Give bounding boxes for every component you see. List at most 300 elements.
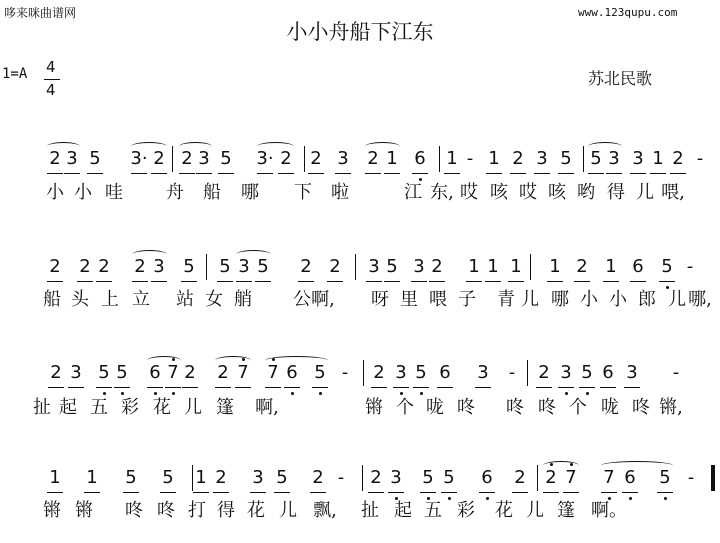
- lyric-char: 咳: [548, 182, 566, 203]
- note-underline: [670, 173, 686, 174]
- slur: [132, 250, 167, 259]
- note: 2: [538, 362, 550, 383]
- note: 5: [125, 467, 137, 488]
- note: 3·: [130, 148, 148, 169]
- lyric-char: 咳: [490, 182, 508, 203]
- note: 2: [672, 148, 684, 169]
- lyric-char: 花: [153, 397, 171, 418]
- lyric-char: 得: [217, 500, 235, 521]
- slur: [215, 356, 251, 365]
- note-underline: [257, 173, 273, 174]
- note-underline: [179, 173, 195, 174]
- lyric-char: 站: [176, 289, 194, 310]
- note-underline: [420, 492, 436, 493]
- note-underline: [181, 281, 197, 282]
- lyric-char: 哎: [519, 182, 537, 203]
- note: 3: [477, 362, 489, 383]
- note: 2: [373, 362, 385, 383]
- lyric-char: 儿: [279, 500, 297, 521]
- lyric-char: 啊,: [255, 397, 279, 418]
- note-underline: [132, 281, 148, 282]
- octave-dot-low: [664, 497, 667, 500]
- lyric-char: 篷: [557, 500, 575, 521]
- note: 7: [167, 362, 179, 383]
- note-underline: [312, 387, 328, 388]
- note: 3: [608, 148, 620, 169]
- lyric-char: 彩: [457, 500, 475, 521]
- octave-dot-low: [448, 497, 451, 500]
- note: 5: [183, 256, 195, 277]
- note: 6: [602, 362, 614, 383]
- note: 1: [446, 148, 458, 169]
- note-underline: [536, 387, 552, 388]
- note-underline: [466, 281, 482, 282]
- note-underline: [47, 173, 63, 174]
- lyric-char: 哪: [551, 289, 569, 310]
- slur: [257, 142, 294, 151]
- note: 5: [257, 256, 269, 277]
- note-underline: [213, 492, 229, 493]
- lyric-char: 头: [71, 289, 89, 310]
- note-underline: [193, 492, 209, 493]
- note: 2: [79, 256, 91, 277]
- note: 5: [314, 362, 326, 383]
- note: 2: [50, 362, 62, 383]
- note: 2: [300, 256, 312, 277]
- lyric-char: 锵,: [659, 397, 683, 418]
- note: 5: [276, 467, 288, 488]
- lyric-char: 儿: [526, 500, 544, 521]
- note: 1: [49, 467, 61, 488]
- note-underline: [579, 387, 595, 388]
- barline: [537, 465, 538, 491]
- note: 2: [215, 467, 227, 488]
- note: 6: [481, 467, 493, 488]
- lyric-char: 喂,: [661, 182, 685, 203]
- lyric-char: 飘,: [313, 500, 337, 521]
- note: 5: [661, 256, 673, 277]
- note-underline: [543, 492, 559, 493]
- lyric-char: 锵: [365, 397, 383, 418]
- note-underline: [485, 281, 501, 282]
- note: 7: [565, 467, 577, 488]
- slur: [601, 461, 673, 470]
- note-underline: [603, 281, 619, 282]
- lyric-char: 哪: [241, 182, 259, 203]
- lyric-char: 立: [132, 289, 150, 310]
- slur: [543, 461, 579, 470]
- slur: [179, 142, 212, 151]
- barline: [172, 146, 173, 172]
- note: 7: [603, 467, 615, 488]
- note: 7: [237, 362, 249, 383]
- note: 3: [368, 256, 380, 277]
- note-underline: [547, 281, 563, 282]
- note: 5: [659, 467, 671, 488]
- lyric-char: 打: [188, 500, 206, 521]
- note-underline: [486, 173, 502, 174]
- note: 5: [560, 148, 572, 169]
- note: 3: [153, 256, 165, 277]
- note: 1: [605, 256, 617, 277]
- site-watermark-left: 哆来咪曲谱网: [4, 6, 77, 20]
- note: 5: [219, 256, 231, 277]
- note-underline: [437, 387, 453, 388]
- note: 6: [624, 467, 636, 488]
- barline: [355, 254, 356, 280]
- note: 2: [153, 148, 165, 169]
- note: 1: [549, 256, 561, 277]
- note-underline: [96, 281, 112, 282]
- note-underline: [429, 281, 445, 282]
- note: 2: [310, 148, 322, 169]
- note: 2: [367, 148, 379, 169]
- note: 3: [198, 148, 210, 169]
- note-underline: [508, 281, 524, 282]
- note-underline: [284, 387, 300, 388]
- note-underline: [366, 281, 382, 282]
- note-underline: [630, 281, 646, 282]
- slur: [588, 142, 622, 151]
- note-underline: [512, 492, 528, 493]
- song-title: 小小舟船下江东: [286, 20, 434, 44]
- note-underline: [47, 492, 63, 493]
- note-underline: [600, 387, 616, 388]
- note-underline: [335, 173, 351, 174]
- note-underline: [475, 387, 491, 388]
- note: -: [687, 467, 695, 488]
- lyric-char: 舟: [166, 182, 184, 203]
- note: 2: [329, 256, 341, 277]
- key-signature: 1=A: [2, 66, 28, 82]
- note-underline: [265, 387, 281, 388]
- octave-dot-low: [172, 392, 175, 395]
- note: 2: [98, 256, 110, 277]
- note: 3: [560, 362, 572, 383]
- note: 3: [70, 362, 82, 383]
- note-underline: [250, 492, 266, 493]
- lyric-char: 啊。: [591, 500, 627, 521]
- lyric-char: 得: [607, 182, 625, 203]
- note-underline: [601, 492, 617, 493]
- note-underline: [368, 492, 384, 493]
- note: 2: [370, 467, 382, 488]
- lyric-char: 下: [294, 182, 312, 203]
- lyric-char: 上: [101, 289, 119, 310]
- note-underline: [588, 173, 604, 174]
- lyric-char: 艄: [234, 289, 252, 310]
- note-underline: [147, 387, 163, 388]
- note-underline: [563, 492, 579, 493]
- note: 2: [514, 467, 526, 488]
- lyric-char: 个: [396, 397, 414, 418]
- note-underline: [217, 281, 233, 282]
- final-barline: [711, 465, 715, 491]
- lyric-char: 小: [609, 289, 627, 310]
- note: 5: [443, 467, 455, 488]
- note-underline: [574, 281, 590, 282]
- lyric-char: 咙: [601, 397, 619, 418]
- note-underline: [384, 281, 400, 282]
- note: 5: [220, 148, 232, 169]
- note-underline: [479, 492, 495, 493]
- lyric-char: 彩: [121, 397, 139, 418]
- note: 2: [134, 256, 146, 277]
- note: 6: [632, 256, 644, 277]
- lyric-char: 五: [424, 500, 442, 521]
- lyric-char: 子: [458, 289, 476, 310]
- lyric-char: 啊,: [311, 289, 335, 310]
- note: 5: [415, 362, 427, 383]
- note-underline: [630, 173, 646, 174]
- note: -: [466, 148, 474, 169]
- note-underline: [84, 492, 100, 493]
- note: 3: [632, 148, 644, 169]
- note-underline: [412, 173, 428, 174]
- note: 1: [468, 256, 480, 277]
- lyric-char: 哪,: [688, 289, 712, 310]
- note-underline: [235, 387, 251, 388]
- lyric-char: 锵: [43, 500, 61, 521]
- note: 1: [195, 467, 207, 488]
- lyric-char: 儿: [636, 182, 654, 203]
- note: 2: [312, 467, 324, 488]
- note: -: [696, 148, 704, 169]
- note: 3: [395, 362, 407, 383]
- note-underline: [659, 281, 675, 282]
- lyric-char: 扯: [33, 397, 51, 418]
- lyric-char: 咚: [125, 500, 143, 521]
- barline: [527, 360, 528, 386]
- note-underline: [298, 281, 314, 282]
- lyric-char: 咚: [506, 397, 524, 418]
- note: 1: [487, 256, 499, 277]
- note: 5: [162, 467, 174, 488]
- lyric-char: 小: [580, 289, 598, 310]
- barline: [363, 360, 364, 386]
- note: 5: [386, 256, 398, 277]
- lyric-char: 哟: [577, 182, 595, 203]
- barline: [439, 146, 440, 172]
- note: 2: [217, 362, 229, 383]
- lyric-char: 个: [569, 397, 587, 418]
- note-underline: [278, 173, 294, 174]
- lyric-char: 哇: [105, 182, 123, 203]
- slur: [365, 142, 400, 151]
- note: 6: [286, 362, 298, 383]
- note: 3: [390, 467, 402, 488]
- note-underline: [413, 387, 429, 388]
- note: -: [686, 256, 694, 277]
- note-underline: [624, 387, 640, 388]
- barline: [583, 146, 584, 172]
- note: -: [337, 467, 345, 488]
- note: 5: [581, 362, 593, 383]
- lyric-char: 小: [46, 182, 64, 203]
- note: 5: [116, 362, 128, 383]
- note-underline: [308, 173, 324, 174]
- note-underline: [441, 492, 457, 493]
- barline: [304, 146, 305, 172]
- note-underline: [365, 173, 381, 174]
- lyric-char: 咙: [426, 397, 444, 418]
- note-underline: [558, 173, 574, 174]
- lyric-char: 东,: [430, 182, 454, 203]
- note-underline: [64, 173, 80, 174]
- note: 2: [49, 148, 61, 169]
- note-underline: [47, 281, 63, 282]
- time-signature-top: 4: [46, 58, 56, 76]
- octave-dot-low: [291, 392, 294, 395]
- lyric-char: 江: [404, 182, 422, 203]
- note-underline: [236, 281, 252, 282]
- note-underline: [444, 173, 460, 174]
- lyric-char: 船: [43, 289, 61, 310]
- lyric-char: 咚: [157, 500, 175, 521]
- note: 1: [510, 256, 522, 277]
- note: 3: [413, 256, 425, 277]
- slur: [47, 142, 80, 151]
- site-watermark-right: www.123qupu.com: [578, 6, 678, 19]
- lyric-char: 儿: [184, 397, 202, 418]
- lyric-char: 儿: [521, 289, 539, 310]
- note: 1: [386, 148, 398, 169]
- note: 6: [414, 148, 426, 169]
- note-underline: [384, 173, 400, 174]
- octave-dot-low: [420, 392, 423, 395]
- lyric-char: 五: [90, 397, 108, 418]
- lyric-char: 咚: [538, 397, 556, 418]
- lyric-char: 公: [293, 289, 311, 310]
- note: 6: [439, 362, 451, 383]
- note: 2: [545, 467, 557, 488]
- lyric-char: 扯: [361, 500, 379, 521]
- time-signature-bottom: 4: [46, 81, 56, 99]
- lyric-char: 青: [497, 289, 515, 310]
- note-underline: [165, 387, 181, 388]
- note-underline: [510, 173, 526, 174]
- note: 3: [536, 148, 548, 169]
- note-underline: [218, 173, 234, 174]
- note-underline: [151, 173, 167, 174]
- note: 3: [238, 256, 250, 277]
- barline: [192, 465, 193, 491]
- note: 5: [89, 148, 101, 169]
- note-underline: [151, 281, 167, 282]
- slur: [265, 356, 328, 365]
- note: -: [508, 362, 516, 383]
- octave-dot-low: [565, 392, 568, 395]
- note-underline: [160, 492, 176, 493]
- note: -: [341, 362, 349, 383]
- lyric-char: 起: [59, 397, 77, 418]
- note: 3: [337, 148, 349, 169]
- note: 5: [590, 148, 602, 169]
- note-underline: [182, 387, 198, 388]
- slur: [147, 356, 181, 365]
- note-underline: [558, 387, 574, 388]
- note-underline: [650, 173, 666, 174]
- barline: [530, 254, 531, 280]
- octave-dot-low: [319, 392, 322, 395]
- lyric-char: 啦: [331, 182, 349, 203]
- barline: [362, 465, 363, 491]
- note-underline: [310, 492, 326, 493]
- octave-dot-low: [629, 497, 632, 500]
- note-underline: [96, 387, 112, 388]
- note-underline: [131, 173, 147, 174]
- lyric-char: 咚: [457, 397, 475, 418]
- note: 3: [252, 467, 264, 488]
- note-underline: [123, 492, 139, 493]
- note: 2: [280, 148, 292, 169]
- note-underline: [657, 492, 673, 493]
- note: 5: [98, 362, 110, 383]
- barline: [206, 254, 207, 280]
- lyric-char: 女: [205, 289, 223, 310]
- note-underline: [48, 387, 64, 388]
- lyric-char: 花: [495, 500, 513, 521]
- note: 2: [181, 148, 193, 169]
- lyric-char: 里: [400, 289, 418, 310]
- lyric-char: 咚: [632, 397, 650, 418]
- note: 3: [66, 148, 78, 169]
- note: 1: [86, 467, 98, 488]
- slur: [131, 142, 167, 151]
- note: 3·: [256, 148, 274, 169]
- slur: [236, 250, 271, 259]
- lyric-char: 儿: [668, 289, 686, 310]
- note: -: [672, 362, 680, 383]
- note-underline: [274, 492, 290, 493]
- lyric-char: 起: [394, 500, 412, 521]
- lyric-char: 郎: [638, 289, 656, 310]
- note-underline: [114, 387, 130, 388]
- lyric-char: 锵: [75, 500, 93, 521]
- lyric-char: 哎: [460, 182, 478, 203]
- note-underline: [68, 387, 84, 388]
- note-underline: [327, 281, 343, 282]
- note: 5: [422, 467, 434, 488]
- note-underline: [606, 173, 622, 174]
- note-underline: [411, 281, 427, 282]
- lyric-char: 篷: [216, 397, 234, 418]
- note-underline: [255, 281, 271, 282]
- note: 2: [512, 148, 524, 169]
- lyric-char: 呀: [371, 289, 389, 310]
- note: 1: [488, 148, 500, 169]
- lyric-char: 船: [203, 182, 221, 203]
- lyric-char: 喂: [429, 289, 447, 310]
- note: 3: [626, 362, 638, 383]
- note-underline: [388, 492, 404, 493]
- note-underline: [622, 492, 638, 493]
- note: 7: [267, 362, 279, 383]
- note-underline: [534, 173, 550, 174]
- note: 2: [184, 362, 196, 383]
- song-origin: 苏北民歌: [588, 69, 653, 88]
- note: 2: [576, 256, 588, 277]
- note: 2: [49, 256, 61, 277]
- note-underline: [196, 173, 212, 174]
- note: 1: [652, 148, 664, 169]
- lyric-char: 花: [247, 500, 265, 521]
- note-underline: [215, 387, 231, 388]
- note-underline: [77, 281, 93, 282]
- note-underline: [371, 387, 387, 388]
- note-underline: [393, 387, 409, 388]
- note: 2: [431, 256, 443, 277]
